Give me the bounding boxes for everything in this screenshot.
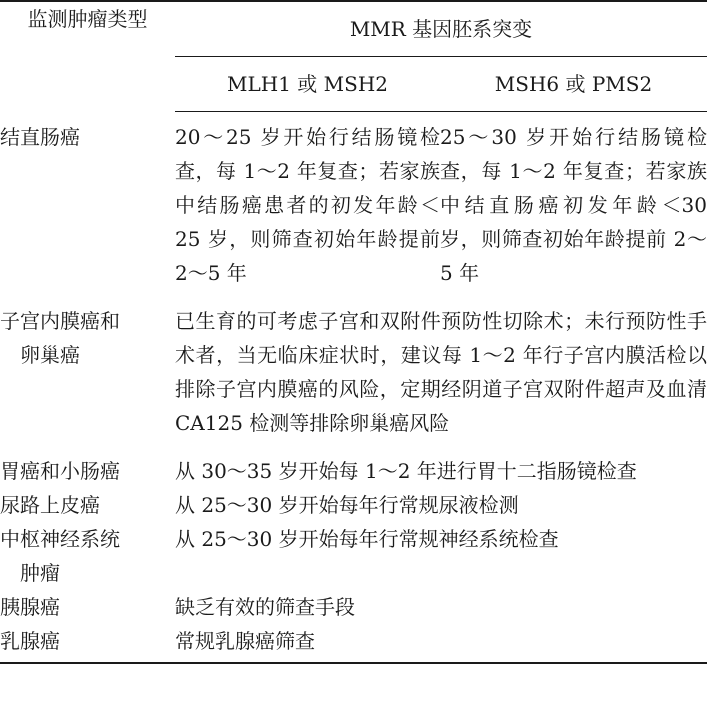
tumor-type-cell — [0, 522, 175, 590]
tumor-type-line: 肿瘤 — [20, 561, 60, 585]
header-mmr-group: MMR 基因胚系突变 — [349, 17, 533, 41]
table-row — [0, 522, 707, 590]
tumor-type-line: 卵巢癌 — [20, 343, 80, 367]
tumor-type-cell: 尿路上皮癌 — [0, 493, 100, 517]
tumor-type-cell: 结直肠癌 — [0, 124, 80, 149]
screening-cell-shared: 常规乳腺癌筛查 — [175, 629, 315, 653]
table-row — [0, 304, 707, 454]
table-row — [0, 488, 707, 522]
screening-cell-shared: 从 30～35 岁开始每 1～2 年进行胃十二指肠镜检查 — [175, 459, 637, 483]
table-row — [0, 454, 707, 488]
tumor-type-cell: 胃癌和小肠癌 — [0, 459, 120, 483]
screening-cell-shared: 从 25～30 岁开始每年行常规神经系统检查 — [175, 527, 559, 551]
screening-cell-shared: 已生育的可考虑子宫和双附件预防性切除术；未行预防性手术者，当无临床症状时，建议每 1～2 年行子宫内膜活检以排除子宫内膜癌的风险，定期经阴道子宫双附件超声及血清 CA125 检测等排除卵巢癌风险 — [175, 309, 707, 435]
tumor-type-line: 中枢神经系统 — [0, 527, 120, 551]
table-row — [0, 624, 707, 663]
screening-cell-mlh1-msh2: 20～25 岁开始行结肠镜检查，每 1～2 年复查；若家族中结肠癌患者的初发年龄＜25 岁，则筛查初始年龄提前 2～5 年 — [175, 125, 440, 285]
screening-cell-msh6-pms2: 25～30 岁开始行结肠镜检查，每 1～2 年复查；若家族中结直肠癌初发年龄＜30 岁，则筛查初始年龄提前 2～5 年 — [440, 125, 707, 285]
table-row — [0, 112, 707, 305]
screening-cell-shared: 从 25～30 岁开始每年行常规尿液检测 — [175, 493, 519, 517]
table-row — [0, 590, 707, 624]
header-msh6-pms2: MSH6 或 PMS2 — [440, 57, 707, 112]
tumor-type-cell: 胰腺癌 — [0, 595, 60, 619]
header-mlh1-msh2: MLH1 或 MSH2 — [175, 57, 440, 112]
header-tumor-type: 监测肿瘤类型 — [27, 7, 148, 31]
tumor-type-cell — [0, 304, 175, 454]
tumor-type-line: 子宫内膜癌和 — [0, 309, 120, 333]
screening-cell-shared: 缺乏有效的筛查手段 — [175, 595, 355, 619]
tumor-type-cell: 乳腺癌 — [0, 629, 60, 653]
